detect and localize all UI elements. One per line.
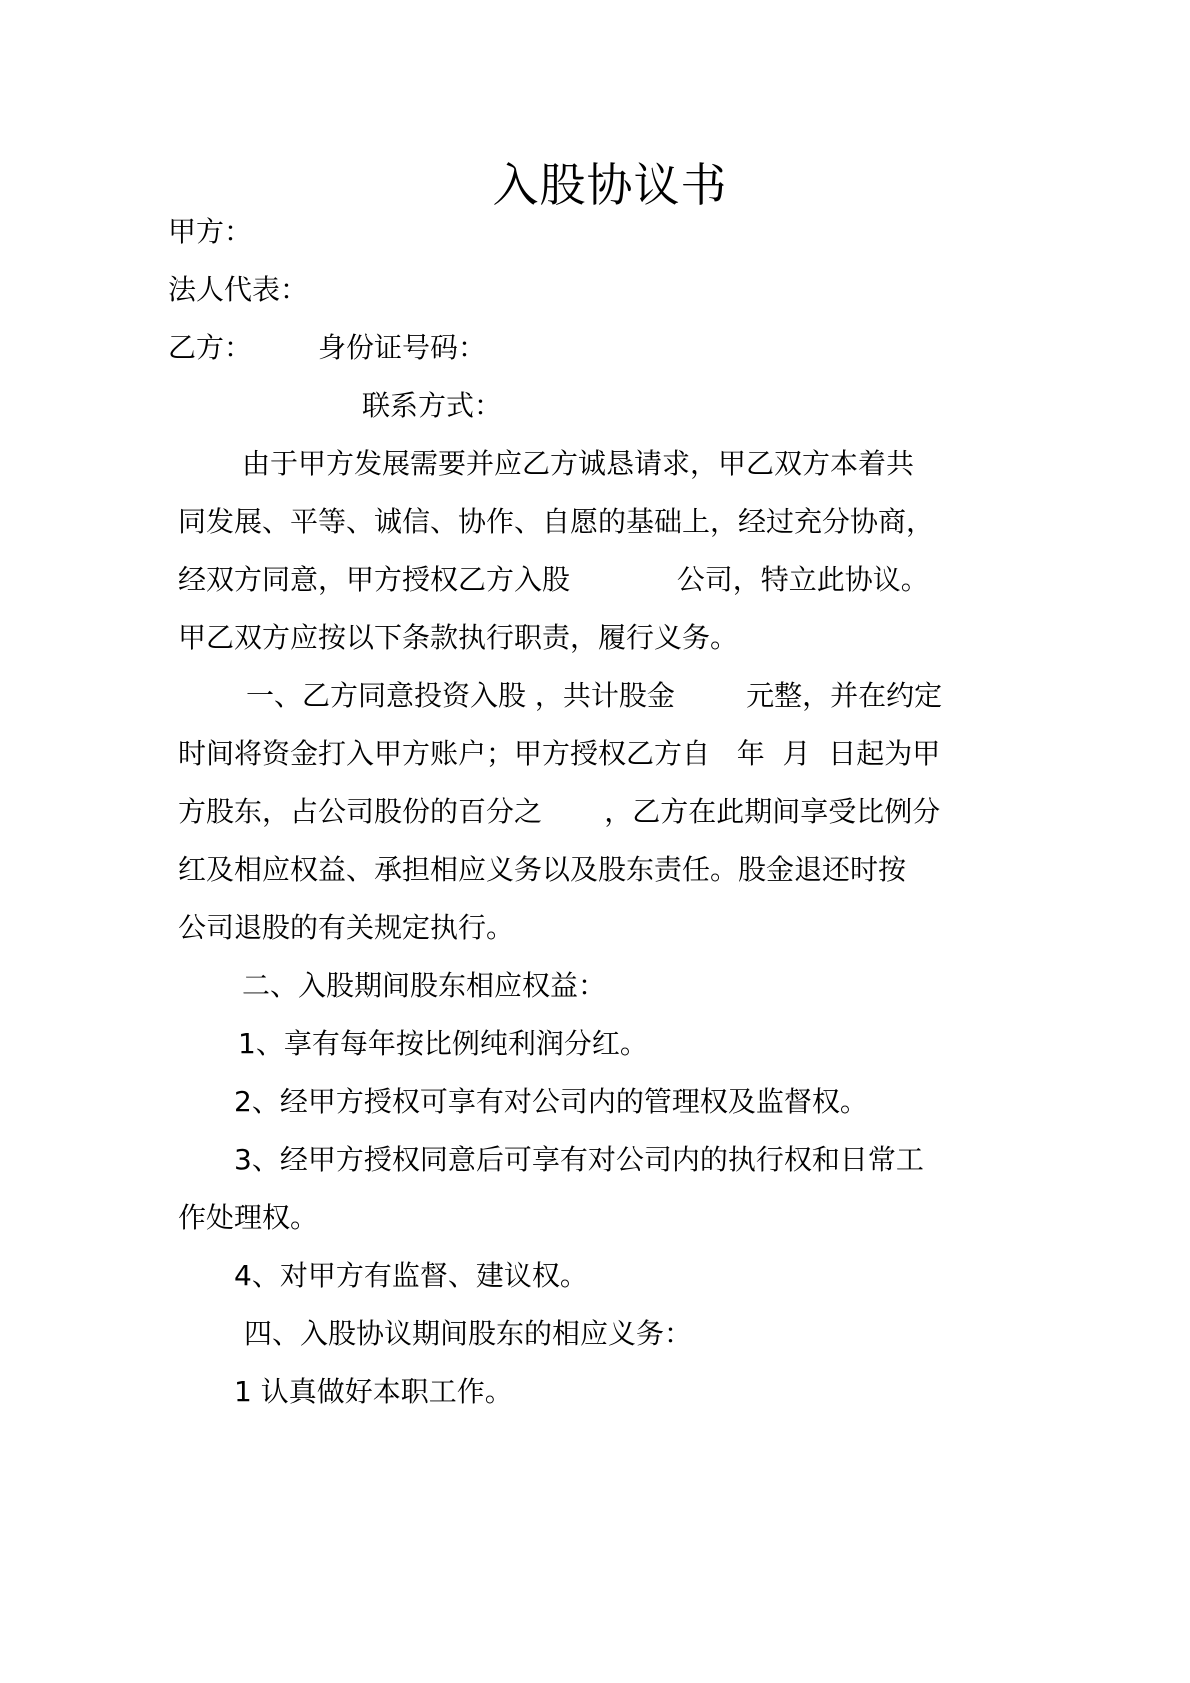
legal-rep-label: 法人代表：: [168, 273, 309, 306]
clause-1-line: 方股东，占公司股份的百分之 ，乙方在此期间享受比例分: [178, 795, 941, 828]
rights-item: 2、经甲方授权可享有对公司内的管理权及监督权。: [234, 1085, 868, 1118]
rights-item: 3、经甲方授权同意后可享有对公司内的执行权和日常工: [234, 1143, 924, 1176]
clause-1-line: 红及相应权益、承担相应义务以及股东责任。股金退还时按: [178, 853, 907, 886]
clause-1-line: 公司退股的有关规定执行。: [178, 911, 515, 944]
document-title: 入股协议书: [492, 158, 728, 212]
rights-item: 4、对甲方有监督、建议权。: [234, 1259, 588, 1292]
rights-item: 1、享有每年按比例纯利润分红。: [238, 1027, 648, 1060]
preamble-line: 甲乙双方应按以下条款执行职责，履行义务。: [178, 621, 739, 654]
preamble-line: 由于甲方发展需要并应乙方诚恳请求，甲乙双方本着共: [242, 447, 915, 480]
clause-4-heading: 四、入股协议期间股东的相应义务：: [244, 1317, 693, 1350]
id-number-label: 身份证号码：: [318, 331, 487, 364]
clause-1-line: 一、乙方同意投资入股 ，共计股金 元整，并在约定: [246, 679, 943, 712]
contact-label: 联系方式：: [362, 389, 503, 422]
party-b-label: 乙方：: [168, 331, 253, 364]
preamble-line: 同发展、平等、诚信、协作、自愿的基础上，经过充分协商，: [178, 505, 935, 538]
party-a-label: 甲方：: [168, 215, 253, 248]
duties-item: 1 认真做好本职工作。: [234, 1375, 513, 1408]
preamble-line: 经双方同意，甲方授权乙方入股 公司，特立此协议。: [178, 563, 929, 596]
clause-1-line: 时间将资金打入甲方账户；甲方授权乙方自 年 月 日起为甲: [178, 737, 941, 770]
clause-2-heading: 二、入股期间股东相应权益：: [242, 969, 607, 1002]
rights-item: 作处理权。: [178, 1201, 319, 1234]
